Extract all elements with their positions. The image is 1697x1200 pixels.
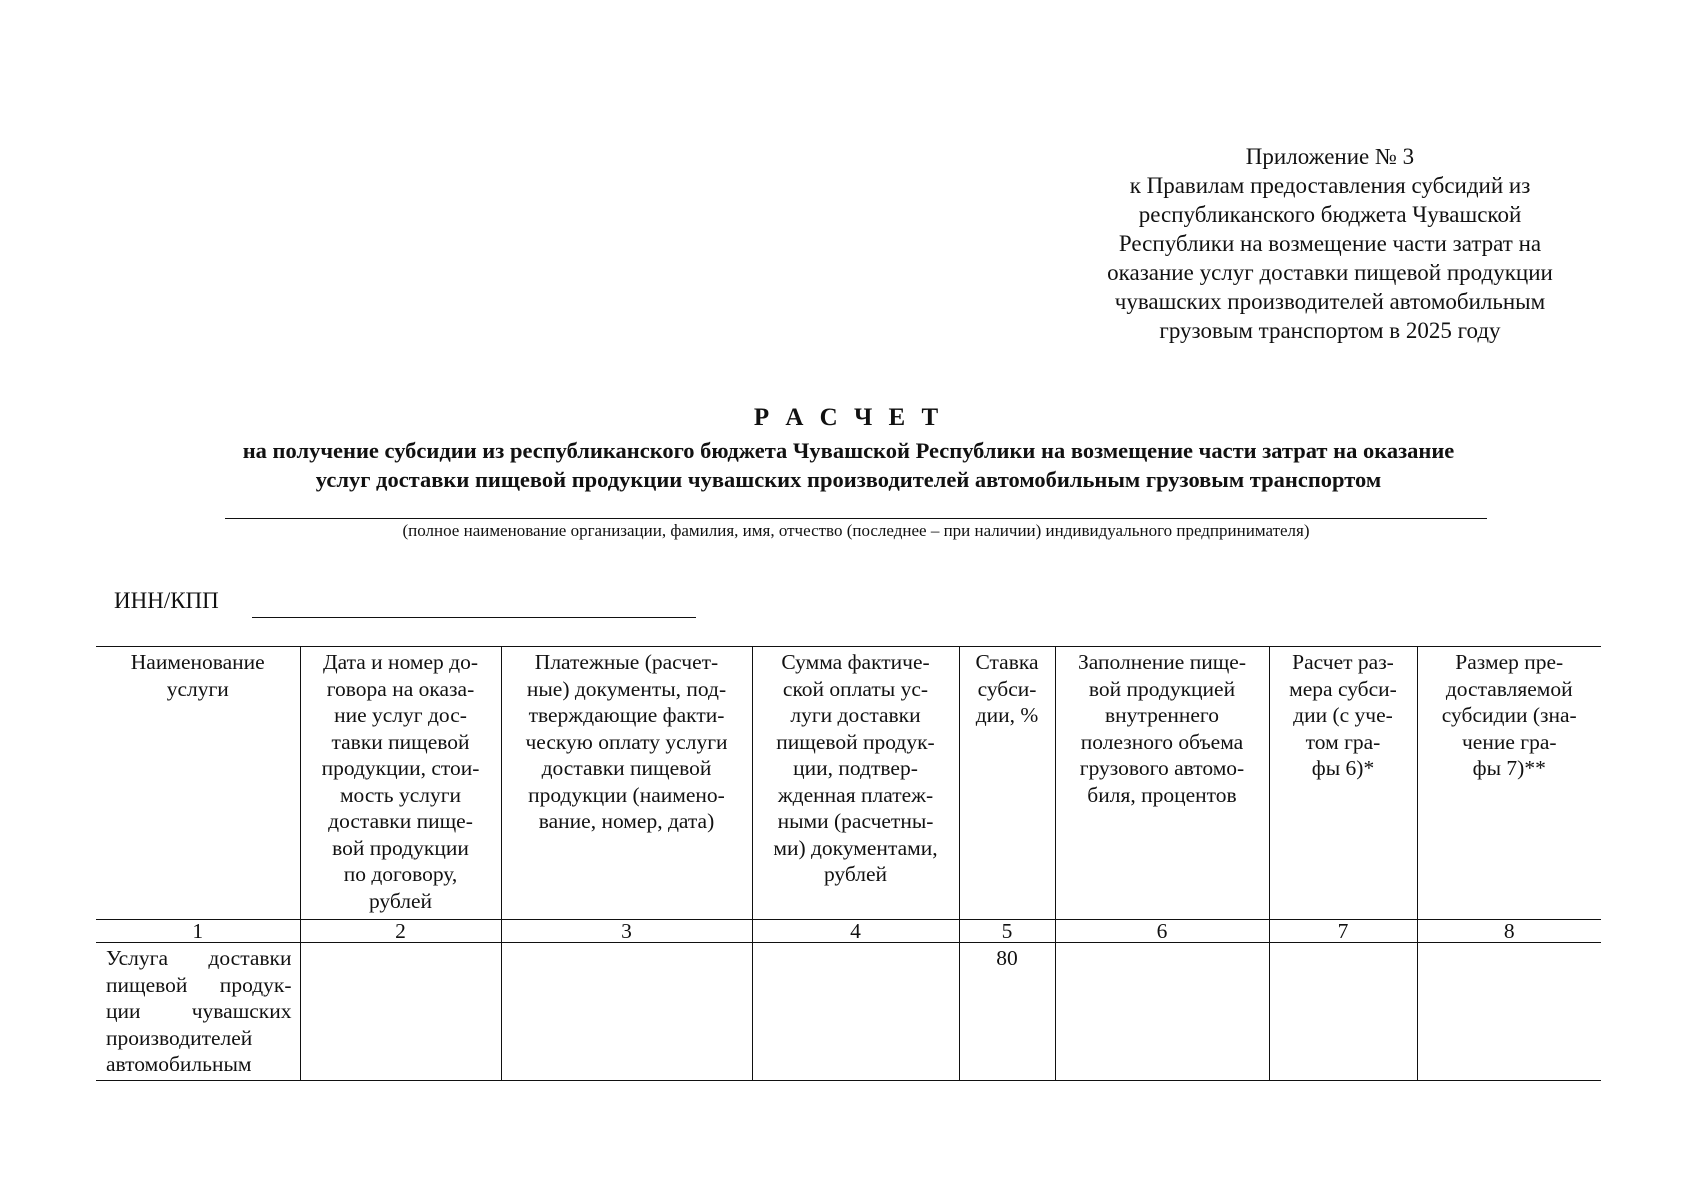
header-line: Ставка xyxy=(975,650,1039,674)
header-line: Заполнение пище- xyxy=(1078,650,1246,674)
header-line: ской оплаты ус- xyxy=(782,676,929,701)
column-number: 8 xyxy=(1417,920,1601,943)
inn-kpp-field[interactable] xyxy=(252,617,696,618)
document-title: Р А С Ч Е Т xyxy=(753,404,944,431)
header-line: фы 6)* xyxy=(1311,756,1375,780)
service-line: автомобильным xyxy=(106,1052,252,1076)
annex-line: Приложение № 3 xyxy=(1245,144,1415,169)
header-line: субсидии (зна- xyxy=(1441,703,1577,727)
subsidy-amount-cell[interactable] xyxy=(1417,943,1601,1081)
inn-kpp-label: ИНН/КПП xyxy=(114,588,219,613)
volume-fill-cell[interactable] xyxy=(1055,943,1269,1081)
header-line: вой продукции xyxy=(332,835,469,860)
column-number: 6 xyxy=(1055,920,1269,943)
column-number: 1 xyxy=(96,920,300,943)
annex-header xyxy=(1040,142,1620,345)
header-cell xyxy=(96,647,300,920)
header-line: чение гра- xyxy=(1461,729,1557,754)
header-cell xyxy=(959,647,1055,920)
header-cell xyxy=(1417,647,1601,920)
header-line: рублей xyxy=(823,862,888,886)
header-line: тверждающие факти- xyxy=(528,703,725,727)
annex-line: грузовым транспортом в 2025 году xyxy=(1159,318,1501,343)
service-line: пищевой продук- xyxy=(106,972,292,997)
subsidy-calc-cell[interactable] xyxy=(1269,943,1417,1081)
annex-line: чувашских производителей автомобильным xyxy=(1114,289,1546,314)
header-line: полезного объема xyxy=(1080,729,1244,754)
column-number: 4 xyxy=(752,920,959,943)
header-line: ные) документы, под- xyxy=(526,676,727,701)
header-cell xyxy=(1269,647,1417,920)
service-name-cell xyxy=(96,943,300,1081)
header-cell xyxy=(300,647,501,920)
header-line: Платежные (расчет- xyxy=(534,650,719,674)
header-line: ными (расчетны- xyxy=(777,809,934,833)
header-cell xyxy=(501,647,752,920)
header-line: луги доставки xyxy=(790,703,921,727)
header-line: Наименование xyxy=(130,650,265,674)
payment-sum-cell[interactable] xyxy=(752,943,959,1081)
header-line: продукции, стои- xyxy=(321,756,480,780)
header-line: фы 7)** xyxy=(1472,756,1546,780)
header-line: доставки пище- xyxy=(328,809,473,833)
header-line: ми) документами, xyxy=(773,835,938,860)
header-line: дии, % xyxy=(975,703,1039,727)
header-line: биля, процентов xyxy=(1087,782,1237,807)
header-line: ции, подтвер- xyxy=(793,756,918,780)
service-line: ции чувашских xyxy=(106,999,292,1023)
header-line: ческую оплату услуги xyxy=(525,729,728,754)
header-line: мость услуги xyxy=(339,782,462,807)
column-number: 7 xyxy=(1269,920,1417,943)
header-line: говора на оказа- xyxy=(326,676,475,701)
header-line: Размер пре- xyxy=(1455,650,1564,674)
organization-caption: (полное наименование организации, фамилия, имя, отчество (последнее – при наличии) индивидуального предпринимателя) xyxy=(402,521,1310,540)
header-line: рублей xyxy=(368,888,433,913)
subsidy-calculation-table xyxy=(96,646,1601,1081)
annex-line: оказание услуг доставки пищевой продукции xyxy=(1107,260,1553,285)
header-cell xyxy=(752,647,959,920)
column-number: 3 xyxy=(501,920,752,943)
column-number: 2 xyxy=(300,920,501,943)
column-number: 5 xyxy=(959,920,1055,943)
organization-name-field[interactable] xyxy=(225,518,1487,519)
payment-docs-cell[interactable] xyxy=(501,943,752,1081)
header-line: том гра- xyxy=(1305,729,1381,754)
header-line: субси- xyxy=(977,676,1037,701)
header-line: продукции (наимено- xyxy=(528,782,725,807)
document-subtitle xyxy=(90,436,1607,494)
subsidy-rate-cell: 80 xyxy=(959,943,1055,1081)
table-row xyxy=(96,943,1601,1081)
annex-line: Республики на возмещение части затрат на xyxy=(1118,231,1542,256)
header-line: тавки пищевой xyxy=(331,729,470,754)
header-line: услуги xyxy=(166,676,229,701)
annex-line: к Правилам предоставления субсидий из xyxy=(1129,173,1531,198)
header-line: грузового автомо- xyxy=(1079,756,1245,780)
header-line: доставляемой xyxy=(1445,676,1573,701)
header-cell xyxy=(1055,647,1269,920)
column-number-row xyxy=(96,920,1601,943)
header-line: вой продукцией xyxy=(1088,676,1236,701)
contract-cell[interactable] xyxy=(300,943,501,1081)
header-line: пищевой продук- xyxy=(776,729,935,754)
header-line: мера субси- xyxy=(1289,676,1397,701)
subtitle-line: на получение субсидии из республиканского бюджета Чувашской Республики на возмещение части затрат на оказание xyxy=(242,438,1455,463)
header-line: Сумма фактиче- xyxy=(781,650,930,674)
header-line: дии (с уче- xyxy=(1293,703,1393,727)
service-line: производителей xyxy=(106,1025,253,1050)
header-line: доставки пищевой xyxy=(541,756,712,780)
header-line: вание, номер, дата) xyxy=(538,809,715,833)
header-line: по договору, xyxy=(343,862,458,886)
header-line: Дата и номер до- xyxy=(322,650,479,674)
header-line: Расчет раз- xyxy=(1292,650,1394,674)
subtitle-line: услуг доставки пищевой продукции чувашских производителей автомобильным грузовым транспортом xyxy=(315,467,1382,492)
table-header-row xyxy=(96,647,1601,920)
service-line: Услуга доставки xyxy=(106,946,292,970)
annex-line: республиканского бюджета Чувашской xyxy=(1138,202,1522,227)
header-line: внутреннего xyxy=(1105,703,1219,727)
header-line: ние услуг дос- xyxy=(334,703,467,727)
header-line: жденная платеж- xyxy=(777,782,934,807)
